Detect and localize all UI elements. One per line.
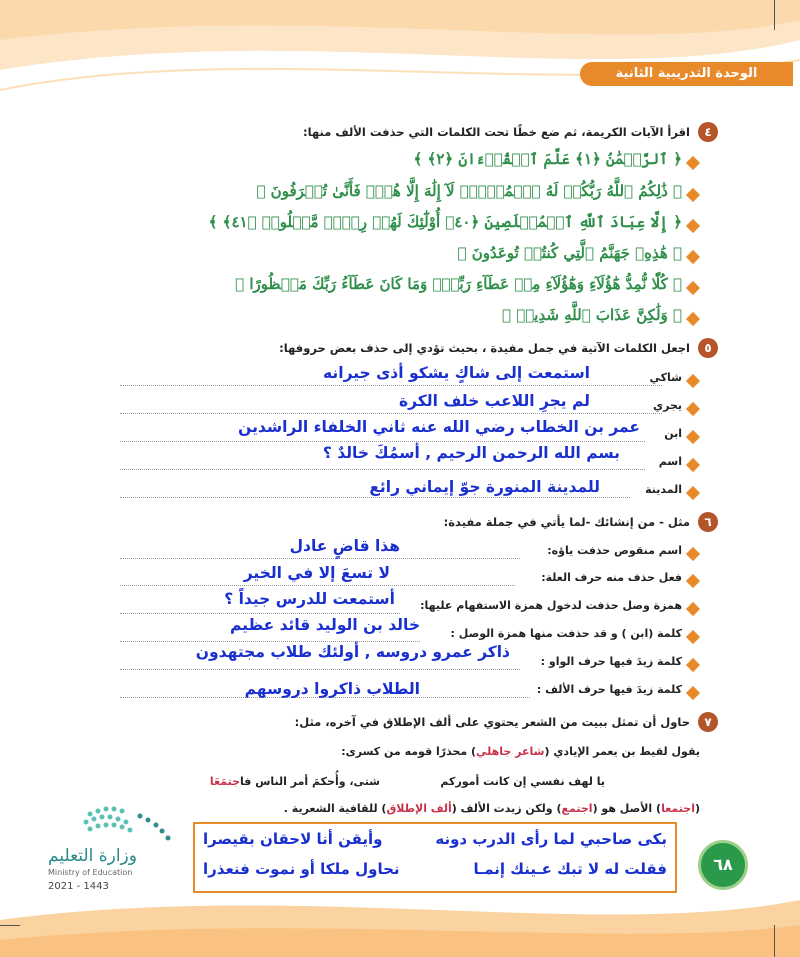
- answer-line: [120, 497, 630, 498]
- ministry-years: 2021 - 1443: [48, 881, 109, 892]
- verse-line: ﴿ كُلّٗا نُّمِدُّ هَٰٓؤُلَآءِ وَهَٰٓؤُلَآءِ مِنۡ عَطَآءِ رَبِّكَۚ وَمَا كَانَ عَطَآءُ رَبِّكَ مَحۡظُورًا ﴾: [235, 275, 682, 293]
- question-prompt: مثل - من إنشائك -لما يأتي في جملة مفيدة:: [443, 515, 690, 529]
- note-highlight: اجتمع: [561, 802, 593, 815]
- diamond-bullet: [686, 574, 700, 588]
- diamond-bullet: [686, 188, 700, 202]
- diamond-bullet: [686, 281, 700, 295]
- question-6: [443, 515, 712, 529]
- question-number: ٧: [698, 712, 718, 732]
- verse-line: ﴿ هَٰذِهِۦ جَهَنَّمُ ٱلَّتِي كُنتُمۡ تُوعَدُونَ ﴾: [457, 244, 682, 262]
- ministry-name-english: Ministry of Education: [48, 868, 133, 877]
- verse-line: ﴿ إِلَّا عِبَادَ ٱللَّهِ ٱلۡمُخۡلَصِينَ ﴿٤٠﴾ أُوْلَٰٓئِكَ لَهُمۡ رِزۡقٞ مَّعۡلُومٞ ﴿٤١﴾ ﴾: [208, 213, 682, 231]
- ministry-name-arabic: وزارة التعليم: [48, 846, 137, 866]
- word-label: اسم: [658, 455, 682, 468]
- answer-text: الطلاب ذاكروا دروسهم: [244, 680, 420, 698]
- word-label: ابن: [664, 427, 682, 440]
- answer-text: عمر بن الخطاب رضي الله عنه ثاني الخلفاء الراشدين: [238, 418, 640, 436]
- answer-line: [120, 469, 645, 470]
- answer-text: ذاكر عمرو دروسه , أولئك طلاب مجتهدون: [195, 643, 510, 661]
- answer-text: لا تسعَ إلا في الخير: [243, 564, 390, 582]
- answer-text: استمعت إلى شاكٍ يشكو أذى جيرانه: [323, 364, 590, 382]
- word-label: المدينة: [645, 483, 682, 496]
- top-wave-decoration: [0, 0, 800, 120]
- item-label: اسم منقوص حذفت ياؤه:: [547, 544, 682, 557]
- note-text: ) الأصل هو (: [592, 802, 662, 815]
- question-number: ٤: [698, 122, 718, 142]
- crop-mark-left: [0, 925, 20, 926]
- word-label: شاكي: [649, 371, 682, 384]
- verse-text: شتى، وأُحكمَ أمر الناس فا: [240, 775, 380, 788]
- verse-line: ﴿ ذَٰلِكُمُ ٱللَّهُ رَبُّكُمۡ لَهُ ٱلۡمُلۡكُۖ لَآ إِلَٰهَ إِلَّا هُوَۖ فَأَنَّىٰ تُصۡرَفُونَ ﴾: [256, 182, 682, 200]
- answer-text: بسم الله الرحمن الرحيم , أسمُكَ خالدٌ ؟: [322, 444, 620, 462]
- answer-text: للمدينة المنورة جوّ إيماني رائع: [369, 478, 600, 496]
- item-label: كلمة (ابن ) و قد حذفت منها همزة الوصل :: [450, 627, 682, 640]
- question-number: ٦: [698, 512, 718, 532]
- example-verse-right: يا لهف نفسي إن كانت أموركم: [440, 775, 605, 788]
- diamond-bullet: [686, 458, 700, 472]
- question-prompt: حاول أن تمثل ببيت من الشعر يحتوي على ألف الإطلاق في آخره، مثل:: [294, 715, 690, 729]
- note-highlight: ألف الإطلاق: [386, 802, 452, 815]
- diamond-bullet: [686, 219, 700, 233]
- diamond-bullet: [686, 312, 700, 326]
- question-number: ٥: [698, 338, 718, 358]
- question-prompt: اجعل الكلمات الآتية في جمل مفيدة ، بحيث تؤدي إلى حذف بعض حروفها:: [279, 341, 690, 355]
- crop-mark-top: [774, 0, 775, 30]
- note-text: (: [694, 802, 700, 815]
- diamond-bullet: [686, 250, 700, 264]
- intro-text: يقول لقيط بن يعمر الإيادي (: [544, 745, 700, 758]
- answer-line: [120, 441, 645, 442]
- answer-text: هذا قاضٍ عادل: [289, 537, 400, 555]
- diamond-bullet: [686, 374, 700, 388]
- question-5: [279, 341, 712, 355]
- word-label: يجري: [653, 399, 682, 412]
- answer-line: [120, 613, 400, 614]
- answer-line: [120, 413, 662, 414]
- diamond-bullet: [686, 547, 700, 561]
- item-label: فعل حذف منه حرف العلة:: [541, 571, 682, 584]
- page-number: ٦٨: [698, 840, 748, 890]
- question-4: [303, 125, 712, 139]
- poem-answer-box: [193, 822, 677, 893]
- answer-line: [120, 558, 520, 559]
- diamond-bullet: [686, 602, 700, 616]
- note-highlight: اجتمعا: [661, 802, 695, 815]
- item-label: كلمة زيدَ فيها حرف الواو :: [540, 655, 682, 668]
- diamond-bullet: [686, 630, 700, 644]
- verse-highlight: جتمَعَا: [209, 775, 241, 788]
- example-verse-left: [210, 775, 380, 788]
- answer-line: [120, 641, 420, 642]
- answer-text: أستمعت للدرس جيداً ؟: [224, 590, 395, 608]
- question-7: [294, 715, 712, 729]
- poem-line-1-right: بكى صاحبي لما رأى الدرب دونه: [435, 830, 667, 848]
- answer-line: [120, 385, 662, 386]
- poem-line-2-right: فقلت له لا تبك عـينك إنمـا: [473, 860, 667, 878]
- diamond-bullet: [686, 430, 700, 444]
- verse-line: ﴿ وَلَٰكِنَّ عَذَابَ ٱللَّهِ شَدِيدٞ ﴾: [502, 306, 682, 324]
- item-label: كلمة زيدَ فيها حرف الألف :: [536, 683, 682, 696]
- diamond-bullet: [686, 486, 700, 500]
- poem-line-2-left: نحاول ملكا أو نموت فنعذرا: [203, 860, 400, 878]
- unit-title-bar: الوحدة التدريبية الثانية: [580, 62, 793, 86]
- grammar-note: [284, 802, 700, 815]
- diamond-bullet: [686, 156, 700, 170]
- answer-text: لم يجرِ اللاعب خلف الكرة: [399, 392, 590, 410]
- note-text: ) ولكن زيدت الألف (: [451, 802, 562, 815]
- poem-intro: [341, 745, 700, 758]
- crop-mark-bottom: [774, 925, 775, 957]
- diamond-bullet: [686, 402, 700, 416]
- diamond-bullet: [686, 686, 700, 700]
- verse-line: ﴿ ٱلرَّحۡمَٰنُ ﴿١﴾ عَلَّمَ ٱلۡقُرۡءَانَ ﴿٢﴾ ﴾: [413, 150, 682, 168]
- note-text: ) للقافية الشعرية .: [283, 802, 387, 815]
- intro-text: ) محذرًا قومه من كسرى:: [341, 745, 477, 758]
- intro-highlight: شاعر جاهلي: [476, 745, 545, 758]
- answer-line: [120, 669, 520, 670]
- diamond-bullet: [686, 658, 700, 672]
- poem-line-1-left: وأيقن أنا لاحقان بقيصرا: [203, 830, 383, 848]
- answer-text: خالد بن الوليد قائد عظيم: [230, 616, 420, 634]
- answer-line: [120, 585, 515, 586]
- item-label: همزة وصل حذفت لدخول همزة الاستفهام عليها:: [420, 599, 682, 612]
- question-prompt: اقرأ الآيات الكريمة، ثم ضع خطًا تحت الكلمات التي حذفت الألف منها:: [303, 125, 690, 139]
